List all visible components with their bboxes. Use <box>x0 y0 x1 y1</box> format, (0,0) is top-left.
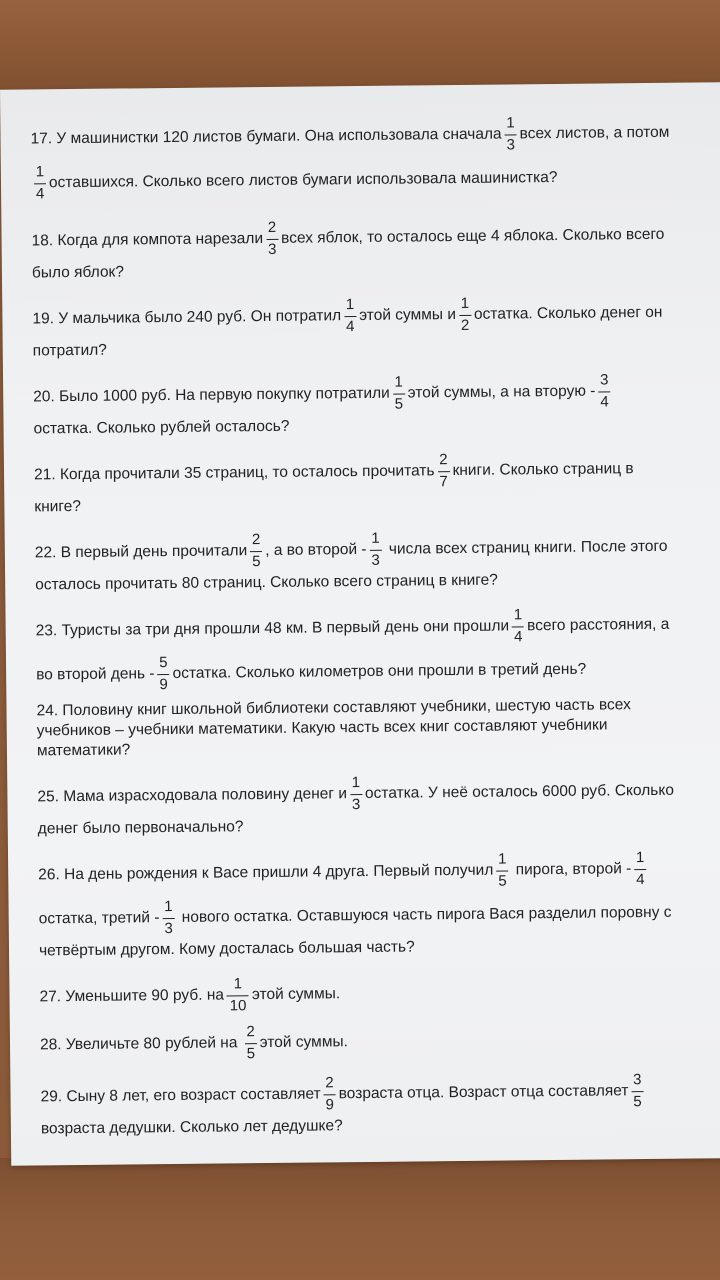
fraction-numerator: 1 <box>513 606 523 624</box>
problem-list <box>30 110 713 1139</box>
problem-17 <box>30 110 703 205</box>
fraction-denominator: 5 <box>633 1093 642 1111</box>
problem-text: всего расстояния, а <box>527 615 670 635</box>
fraction <box>157 654 169 694</box>
fraction-denominator: 4 <box>636 870 645 889</box>
problem-text: возраста отца. Возраст отца составляет <box>338 1082 629 1103</box>
problem-text: остатка. У неё осталось 6000 руб. Сколько <box>364 781 674 802</box>
fraction-denominator: 5 <box>394 395 404 413</box>
fraction-numerator: 3 <box>633 1071 642 1089</box>
fraction-bar <box>158 674 170 675</box>
problem-19 <box>32 290 705 361</box>
fraction-denominator: 3 <box>267 240 277 258</box>
fraction-numerator: 2 <box>325 1074 334 1092</box>
fraction-numerator: 1 <box>497 850 507 868</box>
fraction-bar <box>324 1094 336 1095</box>
fraction <box>250 531 262 571</box>
fraction <box>34 163 46 203</box>
fraction-denominator: 9 <box>325 1096 335 1114</box>
problem-line <box>33 368 705 419</box>
problem-text: , а во второй - <box>265 540 367 560</box>
fraction-bar <box>505 134 517 135</box>
problem-line <box>40 1068 712 1119</box>
problem-18 <box>31 212 704 283</box>
problem-text: 26. На день рождения к Васе пришли 4 друга. Первый получил <box>38 861 494 884</box>
problem-21 <box>34 446 707 517</box>
fraction <box>369 530 381 570</box>
problem-text: 22. В первый день прочитали <box>34 542 248 562</box>
fraction-bar <box>370 550 382 551</box>
problem-line <box>35 602 707 653</box>
problem-text: 20. Было 1000 руб. На первую покупку потратили <box>33 384 390 406</box>
problem-line <box>31 212 703 263</box>
fraction <box>162 898 174 938</box>
problem-text: этой суммы и <box>359 306 457 325</box>
problem-25 <box>37 768 710 839</box>
fraction-numerator: 1 <box>460 294 470 312</box>
problem-text: остатка, третий - <box>38 909 160 928</box>
fraction-numerator: 1 <box>394 373 403 391</box>
problem-text: этой суммы. <box>259 1033 348 1052</box>
fraction <box>323 1074 335 1114</box>
problem-text: учебников – учебники математики. Какую часть всех книг составляют учебники <box>36 716 608 740</box>
fraction-bar <box>512 626 524 627</box>
fraction-numerator: 5 <box>159 653 168 672</box>
fraction-bar <box>598 391 610 392</box>
fraction-numerator: 1 <box>35 163 45 181</box>
problem-text: остатка. Сколько денег он <box>473 303 663 323</box>
fraction-denominator: 3 <box>164 919 173 938</box>
problem-23 <box>35 602 708 697</box>
problem-20 <box>33 368 706 439</box>
problem-text: 27. Уменьшите 90 руб. на <box>39 986 225 1006</box>
fraction-denominator: 3 <box>351 795 361 814</box>
fraction-numerator: 1 <box>345 295 355 314</box>
problem-text: остатка. Сколько километров они прошли в третий день? <box>172 660 587 682</box>
fraction-denominator: 10 <box>229 997 247 1015</box>
problem-text: осталось прочитать 80 страниц. Сколько всего страниц в книге? <box>35 571 498 594</box>
fraction <box>245 1023 257 1063</box>
fraction-denominator: 5 <box>252 552 261 571</box>
problem-29 <box>40 1068 713 1139</box>
problem-text: числа всех страниц книги. После этого <box>384 537 668 558</box>
fraction-numerator: 3 <box>600 371 609 389</box>
problem-line <box>40 1016 712 1067</box>
problem-text: всех яблок, то осталось еще 4 яблока. Сколько всего <box>281 225 665 247</box>
fraction-denominator: 5 <box>498 872 507 890</box>
fraction-denominator: 3 <box>506 136 515 154</box>
fraction <box>437 451 449 491</box>
problem-line <box>39 968 711 1019</box>
fraction-bar <box>393 393 405 394</box>
problem-28 <box>40 1016 712 1067</box>
problem-text: четвёртым другом. Кому досталась большая часть? <box>38 938 415 960</box>
fraction-bar <box>245 1043 257 1044</box>
fraction-bar <box>350 794 362 795</box>
fraction-denominator: 5 <box>246 1045 256 1063</box>
problem-text: всех листов, а потом <box>519 123 670 143</box>
problem-text: во второй день - <box>36 665 155 684</box>
fraction-denominator: 2 <box>460 316 470 334</box>
problem-22 <box>35 524 708 595</box>
fraction <box>512 606 524 646</box>
fraction-bar <box>631 1091 643 1092</box>
problem-text: книге? <box>34 497 82 516</box>
fraction <box>344 296 356 336</box>
problem-text: этой суммы. <box>251 985 341 1004</box>
fraction-bar <box>162 918 174 919</box>
problem-text: возраста дедушки. Сколько лет дедушке? <box>40 1117 343 1138</box>
problem-text: оставшихся. Сколько всего листов бумаги использовала машинистка? <box>48 168 558 192</box>
fraction-numerator: 2 <box>251 530 261 549</box>
problem-line <box>35 524 707 575</box>
fraction <box>227 975 249 1015</box>
fraction-denominator: 9 <box>159 675 168 694</box>
problem-line <box>34 446 706 497</box>
problem-text: математики? <box>36 741 131 760</box>
problem-text: 25. Мама израсходовала половину денег и <box>37 785 348 806</box>
problem-text: было яблок? <box>31 263 125 282</box>
fraction-numerator: 2 <box>246 1023 255 1041</box>
fraction-numerator: 1 <box>233 975 243 993</box>
problem-line <box>30 110 702 161</box>
fraction-denominator: 7 <box>439 473 448 491</box>
fraction-numerator: 1 <box>371 529 380 547</box>
problem-26 <box>38 846 711 961</box>
fraction-bar <box>634 869 646 870</box>
fraction-numerator: 1 <box>164 897 173 916</box>
fraction <box>459 295 471 335</box>
fraction-numerator: 1 <box>635 848 645 867</box>
problem-text: 18. Когда для компота нарезали <box>31 230 264 250</box>
fraction <box>393 373 405 413</box>
problem-text: книги. Сколько страниц в <box>452 460 634 480</box>
fraction <box>496 850 508 890</box>
problem-line <box>38 890 710 941</box>
problem-text: 23. Туристы за три дня прошли 48 км. В первый день они прошли <box>35 617 510 640</box>
fraction-numerator: 2 <box>267 218 277 236</box>
problem-line <box>37 768 709 819</box>
problem-line <box>32 290 704 341</box>
fraction-denominator: 4 <box>35 185 45 203</box>
fraction-numerator: 1 <box>506 114 515 132</box>
fraction-numerator: 2 <box>439 451 448 469</box>
problem-24 <box>36 694 709 761</box>
worksheet-paper <box>0 82 720 1165</box>
fraction <box>350 774 362 814</box>
fraction-bar <box>496 870 508 871</box>
problem-text: остатка. Сколько рублей осталось? <box>33 417 290 438</box>
fraction-bar <box>438 471 450 472</box>
problem-text: пирога, второй - <box>511 860 632 879</box>
fraction <box>504 114 516 154</box>
problem-text: 21. Когда прочитали 35 страниц, то осталось прочитать <box>33 462 435 484</box>
problem-text: 24. Половину книг школьной библиотеки составляют учебники, шестую часть всех <box>36 696 631 720</box>
problem-line <box>36 646 708 697</box>
fraction-numerator: 1 <box>351 773 361 792</box>
problem-line <box>31 154 703 205</box>
problem-line <box>38 846 710 897</box>
problem-text: этой суммы, а на вторую - <box>407 382 596 402</box>
table-surface-bottom <box>0 1158 720 1280</box>
problem-text: денег было первоначально? <box>37 818 244 838</box>
problem-text: 29. Сыну 8 лет, его возраст составляет <box>40 1085 321 1106</box>
fraction-denominator: 4 <box>600 393 609 411</box>
problem-text: 28. Увеличьте 80 рублей на <box>39 1034 242 1054</box>
problem-text: потратил? <box>32 341 107 360</box>
fraction-bar <box>344 316 356 317</box>
fraction <box>598 371 610 411</box>
problem-text: 17. У машинистки 120 листов бумаги. Она использовала сначала <box>30 125 502 148</box>
fraction-bar <box>266 239 278 240</box>
problem-text: нового остатка. Оставшуюся часть пирога Вася разделил поровну с <box>177 903 672 926</box>
fraction-bar <box>34 183 46 184</box>
table-surface-top <box>0 0 720 92</box>
fraction <box>266 219 278 259</box>
fraction-denominator: 4 <box>346 317 355 336</box>
problem-27 <box>39 968 711 1019</box>
fraction-denominator: 3 <box>371 551 380 569</box>
fraction-bar <box>250 551 262 552</box>
fraction <box>631 1071 643 1111</box>
fraction-bar <box>459 315 471 316</box>
fraction-denominator: 4 <box>513 628 523 646</box>
problem-text: 19. У мальчика было 240 руб. Он потратил <box>32 307 342 328</box>
fraction <box>634 849 646 889</box>
